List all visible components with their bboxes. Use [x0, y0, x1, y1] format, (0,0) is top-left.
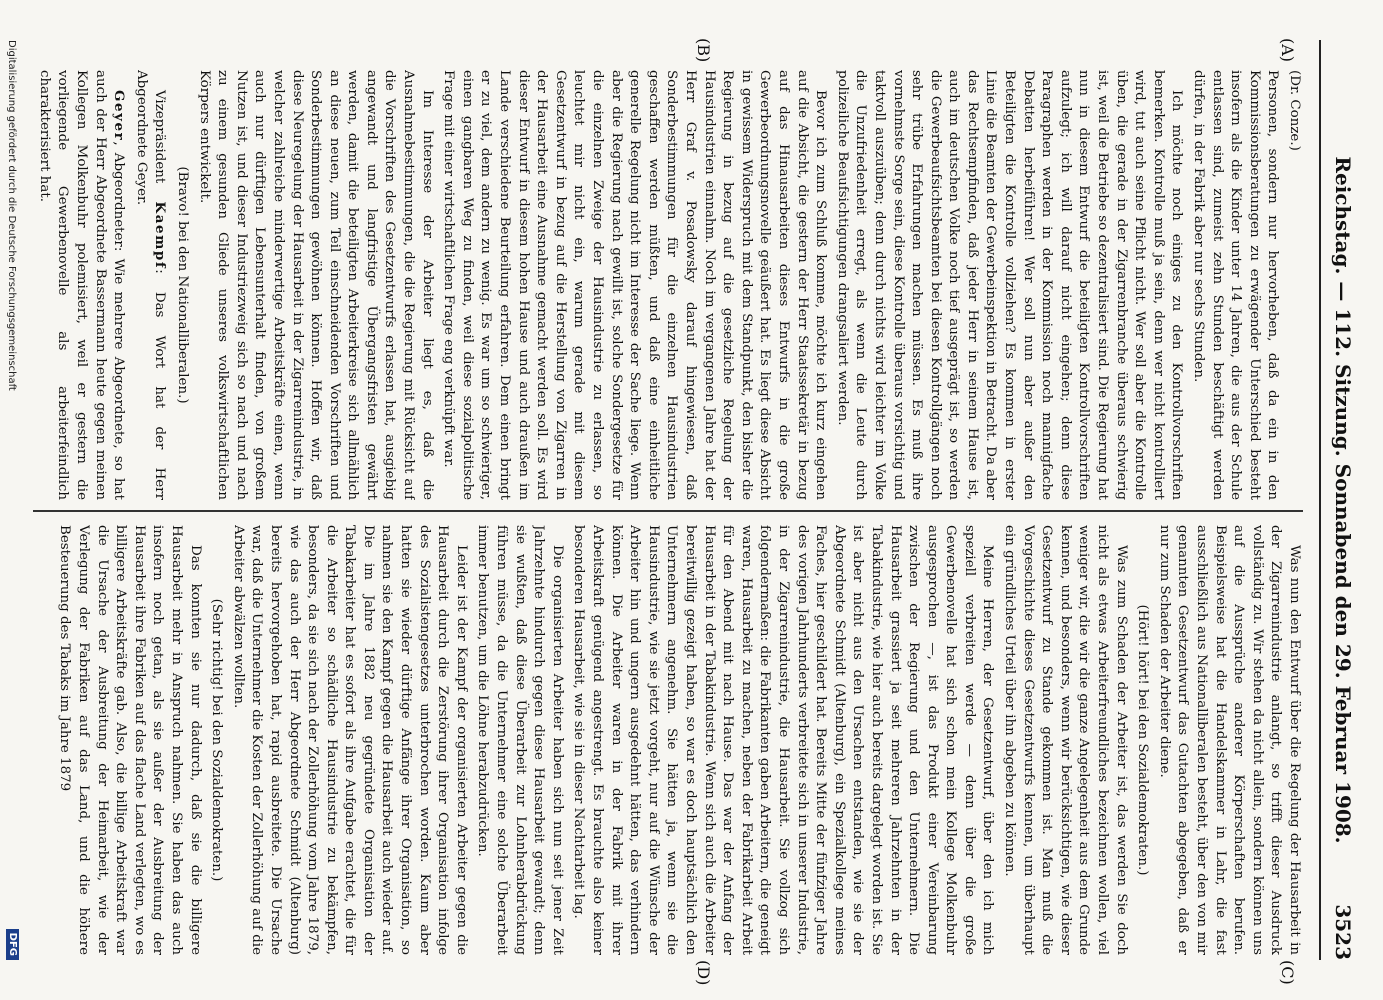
- speech-text: , Abgeordneter: Wie mehrere Abgeordnete, so hat auch der Herr Abgeordnete Bassermann heute gegen meinen Kollegen Molkenbuhr polemisiert, weil er gestern die vorliegende Gewerbenovelle als arbeiterfeindlich charakterisiert hat.: [36, 70, 127, 500]
- paragraph: Das konnten sie nur dadurch, daß sie die billigere Hausarbeit mehr in Anspruch nahmen. Sie haben das auch insofern noch getan, als sie außer der Ausbreitung der Hausarbeit ihre Fabriken auf das flache Land verlegten, wo es billigere Arbeitskräfte gab. Also, die billige Arbeitskraft war die Ursache der Ausbreitung der Heimarbeit, wie der Verlegung der Fabriken auf das Land, und die höhere Besteuerung des Tabaks im Jahre 1879: [57, 525, 203, 955]
- margin-marker-d: (D): [694, 960, 713, 986]
- president-announcement: [131, 70, 169, 500]
- paragraph: Was zum Schaden der Arbeiter ist, das werden Sie doch nicht als etwas Arbeiterfreundliches bezeichnen wollen, viel weniger wir, die wir die ganze Angelegenheit aus dem Grunde kennen, und besonders, wenn wir berücksichtigen, wie dieser Gesetzentwurf zu Stande gekommen ist. Man muß die Vorgeschichte dieses Gesetzentwurfs kennen, um überhaupt ein gründliches Urteil über ihn abgeben zu können.: [1002, 525, 1129, 955]
- president-prefix: Vizepräsident: [152, 90, 168, 202]
- margin-marker-c: (C): [1278, 960, 1297, 985]
- paragraph: Personen, sondern nur hervorheben, daß da ein in den Kommissionsberatungen zu erwägender Unterschied besteht insofern als die Kinder unter 14 Jahren, die aus der Schule entlassen sind, zumeist zehn Stunden beschäftigt werden dürfen, in der Fabrik aber nur sechs Stunden.: [1191, 70, 1281, 500]
- running-header: [1327, 40, 1361, 960]
- digitization-footer: [3, 40, 19, 960]
- speaker-name: Geyer: [111, 90, 128, 142]
- page-number: 3523: [1331, 904, 1355, 960]
- paragraph: Bevor ich zum Schluß komme, möchte ich kurz eingehen auf die Absicht, die gestern der Herr Staatssekretär in bezug auf das Hinausarbeiten dieses Entwurfs in die große Gewerbeordnungsnovelle geäußert hat. Es liegt diese Absicht in gewissem Widerspruch mit dem Standpunkt, den bisher die Regierung in bezug auf die gesetzliche Regelung der Hausindustrien einnahm. Noch im vergangenen Jahre hat der Herr Graf v. Posadowsky darauf hingewiesen, daß Sonderbestimmungen für die einzelnen Hausindustrien geschaffen werden müßten, und daß eine einheitliche generelle Regelung nicht im Interesse der Sache liege. Wenn aber die Regierung nach gewillt ist, solche Sondergesetze für die einzelnen Zweige der Hausindustrie zu erlassen, so leuchtet mir nicht ein, warum gerade mit diesem Gesetzentwurf in bezug auf die Herstellung von Zigarren in der Hausarbeit eine Ausnahme gemacht werden soll. Es wird dieser Entwurf in diesem hohen Hause und auch draußen im Lande verschiedene Beurteilung erfahren. Dem einen bringt er zu viel, dem andern zu wenig. Es war um so schwieriger, einen gangbaren Weg zu finden, weil diese sozialpolitische Frage mit einer wirtschaftlichen Frage eng verknüpft war.: [441, 70, 829, 500]
- right-column: [23, 525, 1303, 955]
- speech-start: [34, 70, 128, 500]
- margin-marker-a: (A): [1278, 38, 1297, 63]
- applause-note: (Bravo! bei den Nationalliberalen.): [174, 166, 190, 404]
- paragraph: Was nun den Entwurf über die Regelung der Hausarbeit in der Zigarrenindustrie anlangt, so trifft dieser Ausdruck vollständig zu. Wir stehen da nicht allein, sondern können uns auf die Aussprüche anderer Körperschaften berufen. Beispielsweise hat die Handelskammer in Lahr, die fast ausschließlich aus Nationalliberalen besteht, über den von mir genannten Gesetzentwurf das Gutachten abgegeben, daß er nur zum Schaden der Arbeiter diene.: [1156, 525, 1302, 955]
- funding-credit: Digitalisierung gefördert durch die Deutsche Forschungsgemeinschaft: [6, 40, 17, 391]
- left-column: [23, 70, 1303, 500]
- header-title: Reichstag. — 112. Sitzung. Sonnabend den 29. Februar 1908.: [1331, 156, 1355, 844]
- paragraph: Im Interesse der Arbeiter liegt es, daß die Ausnahmebestimmungen, die die Regierung mit Rücksicht auf die Vorschriften des Gesetzentwurfs erlassen hat, ausgiebig angewandt und langfristige Übergangsfristen gewährt werden, damit die beteiligten Arbeiterkreise sich allmählich an diese neuen, zum Teil einschneidenden Vorschriften und Sonderbestimmungen gewöhnen können. Hoffen wir, daß diese Neuregelung der Hausarbeit in der Zigarrenindustrie, in welcher zahlreiche minderwertige Arbeitskräfte einen, wenn auch nur dürftigen Lebensunterhalt finden, von großem Nutzen ist, und dieser Industriezweig sich so nach und nach zu einem gesunden Gliede unseres volkswirtschaftlichen Körpers entwickelt.: [196, 70, 435, 500]
- president-suffix: : Das Wort hat der Herr Abgeordnete Geyer.: [133, 70, 168, 500]
- speaker-reference: (Dr. Conze.): [1287, 70, 1302, 151]
- dfg-logo: DFG: [6, 929, 19, 960]
- interjection: (Hört! hört! bei den Sozialdemokraten.): [1135, 604, 1151, 876]
- paragraph: Die organisierten Arbeiter haben sich nun seit jener Zeit Jahrzehnte hindurch gegen diese Hausarbeit gewandt; denn sie wußten, daß diese Überarbeit zur Lohnherabdrückung führen müsse, da die Unternehmer eine solche Überarbeit immer benutzen, um die Löhne herabzudrücken.: [475, 525, 565, 955]
- paragraph: Leider ist der Kampf der organisierten Arbeiter gegen die Hausarbeit durch die Zerstörung ihrer Organisation infolge des Sozialistengesetzes unterbrochen worden. Kaum aber hatten sie wieder dürftige Anfänge ihrer Organisation, so nahmen sie den Kampf gegen die Hausarbeit auch wieder auf. Die im Jahre 1882 neu gegründete Organisation der Tabakarbeiter hat es sofort als ihre Aufgabe erachtet, die für die Arbeiter so schädliche Hausindustrie zu bekämpfen, besonders, da sie sich nach der Zollerhöhung vom Jahre 1879, wie das auch der Herr Abgeordnete Schmidt (Altenburg) bereits hervorgehoben hat, rapid ausbreitete. Die Ursache war, daß die Unternehmer die Kosten der Zollerhöhung auf die Arbeiter abwälzen wollten.: [230, 525, 469, 955]
- column-rule: [33, 510, 1303, 512]
- paragraph: Meine Herren, der Gesetzentwurf, über den ich mich speziell verbreiten werde — denn über die große Gewerbenovelle hat sich schon mein Kollege Molkenbuhr ausgesprochen —, ist das Produkt einer Vereinbarung zwischen der Regierung und den Unternehmern. Die Hausarbeit grassiert ja seit mehreren Jahrzehnten in der Tabakindustrie, wie hier auch bereits dargelegt worden ist. Sie ist aber nicht aus den Ursachen entstanden, wie sie der Abgeordnete Schmidt (Altenburg), ein Spezialkollege meines Faches, hier geschildert hat. Bereits Mitte der fünfziger Jahre des vorigen Jahrhunderts verbreitete sich in unserer Industrie, in der Zigarrenindustrie, die Hausarbeit. Sie vollzog sich folgendermaßen: die Fabrikanten gaben Arbeitern, die geneigt waren, Hausarbeit zu machen, neben der Fabrikarbeit Arbeit für den Abend mit nach Hause. Das war der Anfang der Hausarbeit in der Tabakindustrie. Wenn sich auch die Arbeiter bereitwillig gezeigt haben, so war es doch hauptsächlich den Unternehmern angenehm. Sie hätten ja, wenn sie die Hausindustrie, wie sie jetzt vorgeht, nur auf die Wünsche der Arbeiter hin und ungern ausgedehnt hätten, das verhindern können. Die Arbeiter waren in der Fabrik mit ihrer Arbeitskraft genügend angestrengt. Es brauchte also keiner besonderen Hausarbeit, wie sie in dieser Nachtarbeit lag.: [571, 525, 996, 955]
- interjection: (Sehr richtig! bei den Sozialdemokraten.): [209, 598, 225, 882]
- margin-marker-b: (B): [694, 38, 713, 63]
- paragraph: Ich möchte noch einiges zu den Kontrollvorschriften bemerken. Kontrolle muß ja sein, denn wer nicht kontrolliert wird, tut auch seine Pflicht nicht. Wer soll aber die Kontrolle üben, die gerade in der Zigarrenbranche überaus schwierig ist, weil die Betriebe so dezentralisiert sind. Die Regierung hat nun in diesem Entwurf die beteiligten Kontrollvorschriften aufzulegt; ich will darauf nicht eingehen; denn diese Paragraphen werden in der Kommission noch mannigfache Debatten herbeiführen! Wer soll nun aber außer den Beteiligten die Kontrolle vollziehen? Es kommen in erster Linie die Beamten der Gewerbeinspektion in Betracht. Da aber das Rechtsempfinden, daß jeder Herr in seinem Hause ist, auch im deutschen Volke noch tief ausgeprägt ist, so werden die Gewerbeaufsichtsbeamten bei diesen Kontrollgängen noch sehr trübe Erfahrungen machen müssen. Es muß ihre vornehmste Sorge sein, diese Kontrolle überaus vorsichtig und taktvoll auszuüben; denn durch nichts wird leichter im Volke die Unzufriedenheit erregt, als wenn die Leute durch polizeiliche Beaufsichtigungen drangsaliert werden.: [834, 70, 1185, 500]
- president-name: Kaempf: [152, 201, 169, 270]
- header-rule: [1319, 40, 1321, 960]
